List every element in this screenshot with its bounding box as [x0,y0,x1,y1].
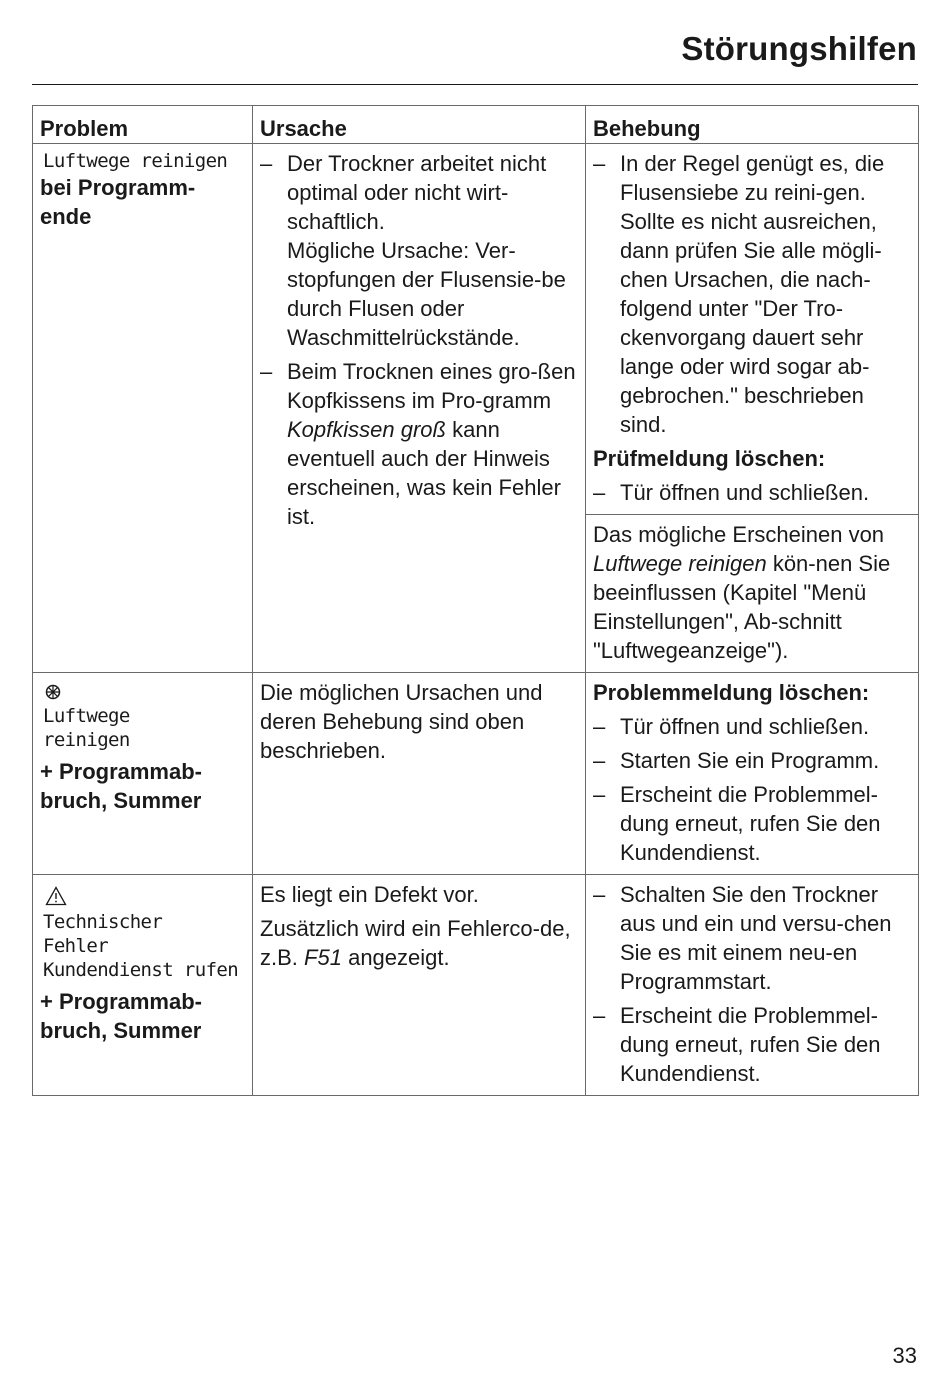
fan-filter-icon [45,684,61,700]
problem-text: + Programmab- bruch, Summer [40,759,202,813]
fault-table [32,105,919,1096]
list-item: – In der Regel genügt es, die Flusensiebe zu reini-gen. Sollte es nicht ausreichen, dann prüfen Sie alle mögli-chen Ursachen, die nach-folgend unter "Der Tro-ckenvorgang dauert sehr lange oder wird sogar ab-gebrochen." beschrieben sind. [593,149,911,439]
remedy-heading: Problemmeldung löschen: [593,680,870,705]
column-header-problem: Problem [33,106,253,144]
title-divider [32,84,918,85]
display-message-ref: Luftwege reinigen [593,551,767,576]
cause-cell [253,673,586,875]
table-row [33,144,919,515]
list-item: – Der Trockner arbeitet nicht optimal oder nicht wirt-schaftlich. Mögliche Ursache: Ver-stopfungen der Flusensie-be durch Flusen oder Waschmittelrückstände. [260,149,578,352]
remedy-heading: Prüfmeldung löschen: [593,446,826,471]
list-item: – Schalten Sie den Trockner aus und ein und versu-chen Sie es mit einem neu-en Programmstart. [593,880,911,996]
column-header-cause: Ursache [253,106,586,144]
problem-cell [33,875,253,1096]
display-message: Luftwege reinigen [43,150,228,172]
list-item: – Tür öffnen und schließen. [593,712,911,741]
cause-text: Die möglichen Ursachen und deren Behebung sind oben beschrieben. [260,680,543,763]
table-header-row [33,106,919,144]
display-message: reinigen [43,729,130,751]
cause-cell [253,875,586,1096]
cause-text: Zusätzlich wird ein Fehlerco-de, z.B. F51 angezeigt. [260,916,571,970]
list-item: – Tür öffnen und schließen. [593,478,911,507]
list-item: – Beim Trocknen eines gro-ßen Kopfkissens im Pro-gramm Kopfkissen groß kann eventuell auch der Hinweis erscheinen, was kein Fehler ist. [260,357,578,531]
page-number: 33 [892,1343,917,1368]
list-item: – Starten Sie ein Programm. [593,746,911,775]
remedy-cell [586,875,919,1096]
remedy-note-cell: Das mögliche Erscheinen von Luftwege reinigen kön-nen Sie beeinflussen (Kapitel "Menü Einstellungen", Ab-schnitt "Luftwegeanzeige"). [586,515,919,673]
column-header-remedy: Behebung [586,106,919,144]
problem-text: bei Programm- ende [40,175,196,229]
remedy-cell [586,673,919,875]
table-row [33,875,919,1096]
remedy-cell [586,144,919,515]
problem-cell [33,673,253,875]
problem-text: + Programmab- bruch, Summer [40,989,202,1043]
error-code: F51 [304,945,342,970]
cause-text: Es liegt ein Defekt vor. [260,882,479,907]
cause-cell [253,144,586,673]
display-message: Technischer [43,911,163,933]
display-message: Luftwege [43,705,130,727]
page-title: Störungshilfen [681,30,917,67]
problem-cell [33,144,253,673]
table-row [33,673,919,875]
program-name: Kopfkissen groß [287,417,446,442]
display-message: Fehler [43,935,109,957]
list-item: – Erscheint die Problemmel-dung erneut, rufen Sie den Kundendienst. [593,780,911,867]
warning-triangle-icon [45,886,67,906]
list-item: – Erscheint die Problemmel-dung erneut, rufen Sie den Kundendienst. [593,1001,911,1088]
display-message: Kundendienst rufen [43,959,239,981]
